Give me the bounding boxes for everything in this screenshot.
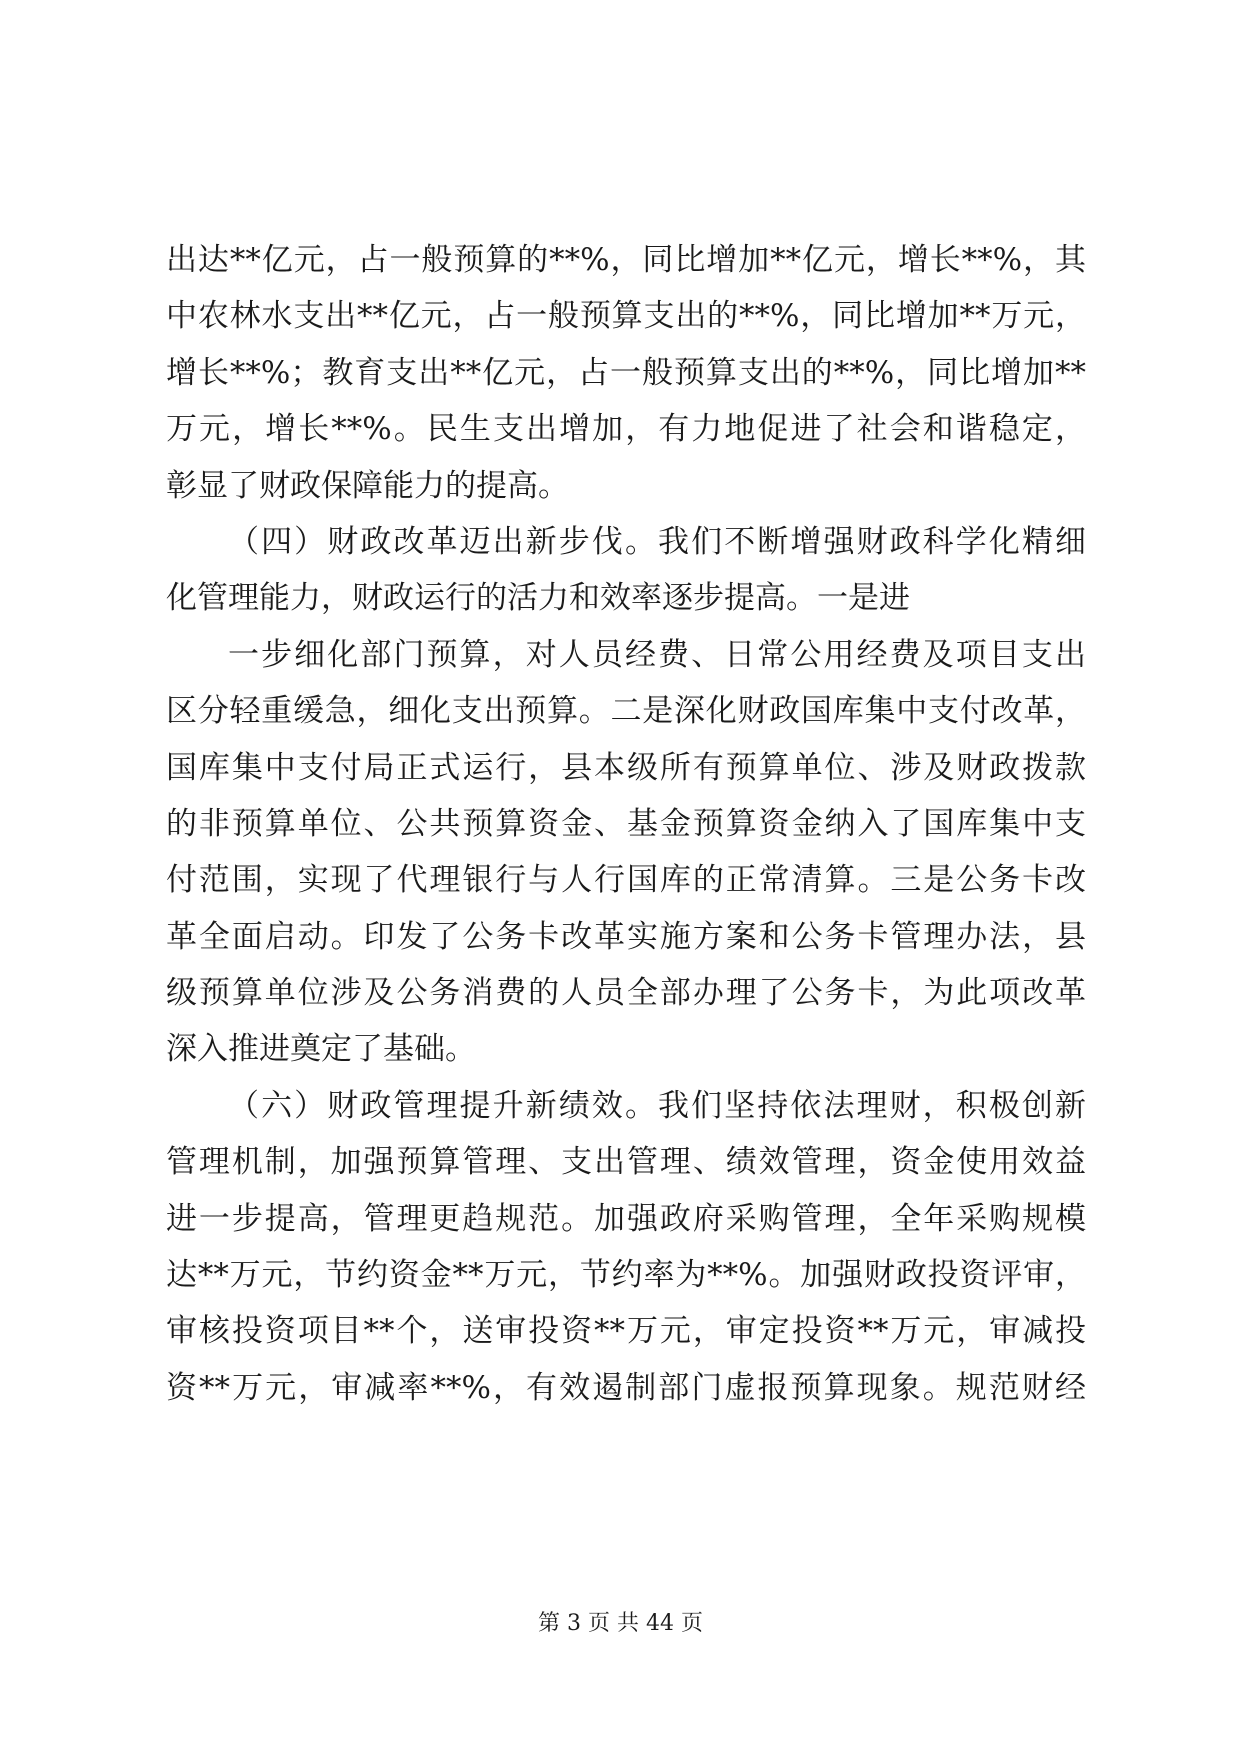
text-line: 中农林水支出**亿元，占一般预算支出的**%，同比增加**万元， <box>166 298 1086 335</box>
text-line: 增长**%；教育支出**亿元，占一般预算支出的**%，同比增加** <box>166 354 1086 391</box>
text-line: 达**万元，节约资金**万元，节约率为**%。加强财政投资评审， <box>166 1257 1086 1294</box>
body-text <box>166 232 1086 1416</box>
text-line: 化管理能力，财政运行的活力和效率逐步提高。一是进 <box>166 580 910 617</box>
text-line: 管理机制，加强预算管理、支出管理、绩效管理，资金使用效益 <box>166 1144 1086 1181</box>
text-line: （四）财政改革迈出新步伐。我们不断增强财政科学化精细 <box>228 523 1086 560</box>
text-line: 深入推进奠定了基础。 <box>166 1031 476 1068</box>
text-line: 级预算单位涉及公务消费的人员全部办理了公务卡，为此项改革 <box>166 975 1086 1012</box>
text-line: 的非预算单位、公共预算资金、基金预算资金纳入了国库集中支 <box>166 805 1086 842</box>
text-line: 审核投资项目**个，送审投资**万元，审定投资**万元，审减投 <box>166 1313 1086 1350</box>
text-line: 出达**亿元，占一般预算的**%，同比增加**亿元，增长**%，其 <box>166 242 1086 278</box>
text-line: （六）财政管理提升新绩效。我们坚持依法理财，积极创新 <box>228 1087 1086 1124</box>
text-line: 资**万元，审减率**%，有效遏制部门虚报预算现象。规范财经 <box>166 1369 1086 1406</box>
text-line: 革全面启动。印发了公务卡改革实施方案和公务卡管理办法，县 <box>166 918 1086 955</box>
page-footer: 第 3 页 共 44 页 <box>538 1611 703 1636</box>
text-line: 付范围，实现了代理银行与人行国库的正常清算。三是公务卡改 <box>166 862 1086 899</box>
text-line: 万元，增长**%。民生支出增加，有力地促进了社会和谐稳定， <box>166 411 1086 448</box>
text-line: 彰显了财政保障能力的提高。 <box>166 467 569 504</box>
text-line: 进一步提高，管理更趋规范。加强政府采购管理，全年采购规模 <box>166 1200 1086 1237</box>
text-line: 一步细化部门预算，对人员经费、日常公用经费及项目支出 <box>228 636 1086 673</box>
text-line: 区分轻重缓急，细化支出预算。二是深化财政国库集中支付改革， <box>166 693 1086 730</box>
text-line: 国库集中支付局正式运行，县本级所有预算单位、涉及财政拨款 <box>166 749 1086 786</box>
